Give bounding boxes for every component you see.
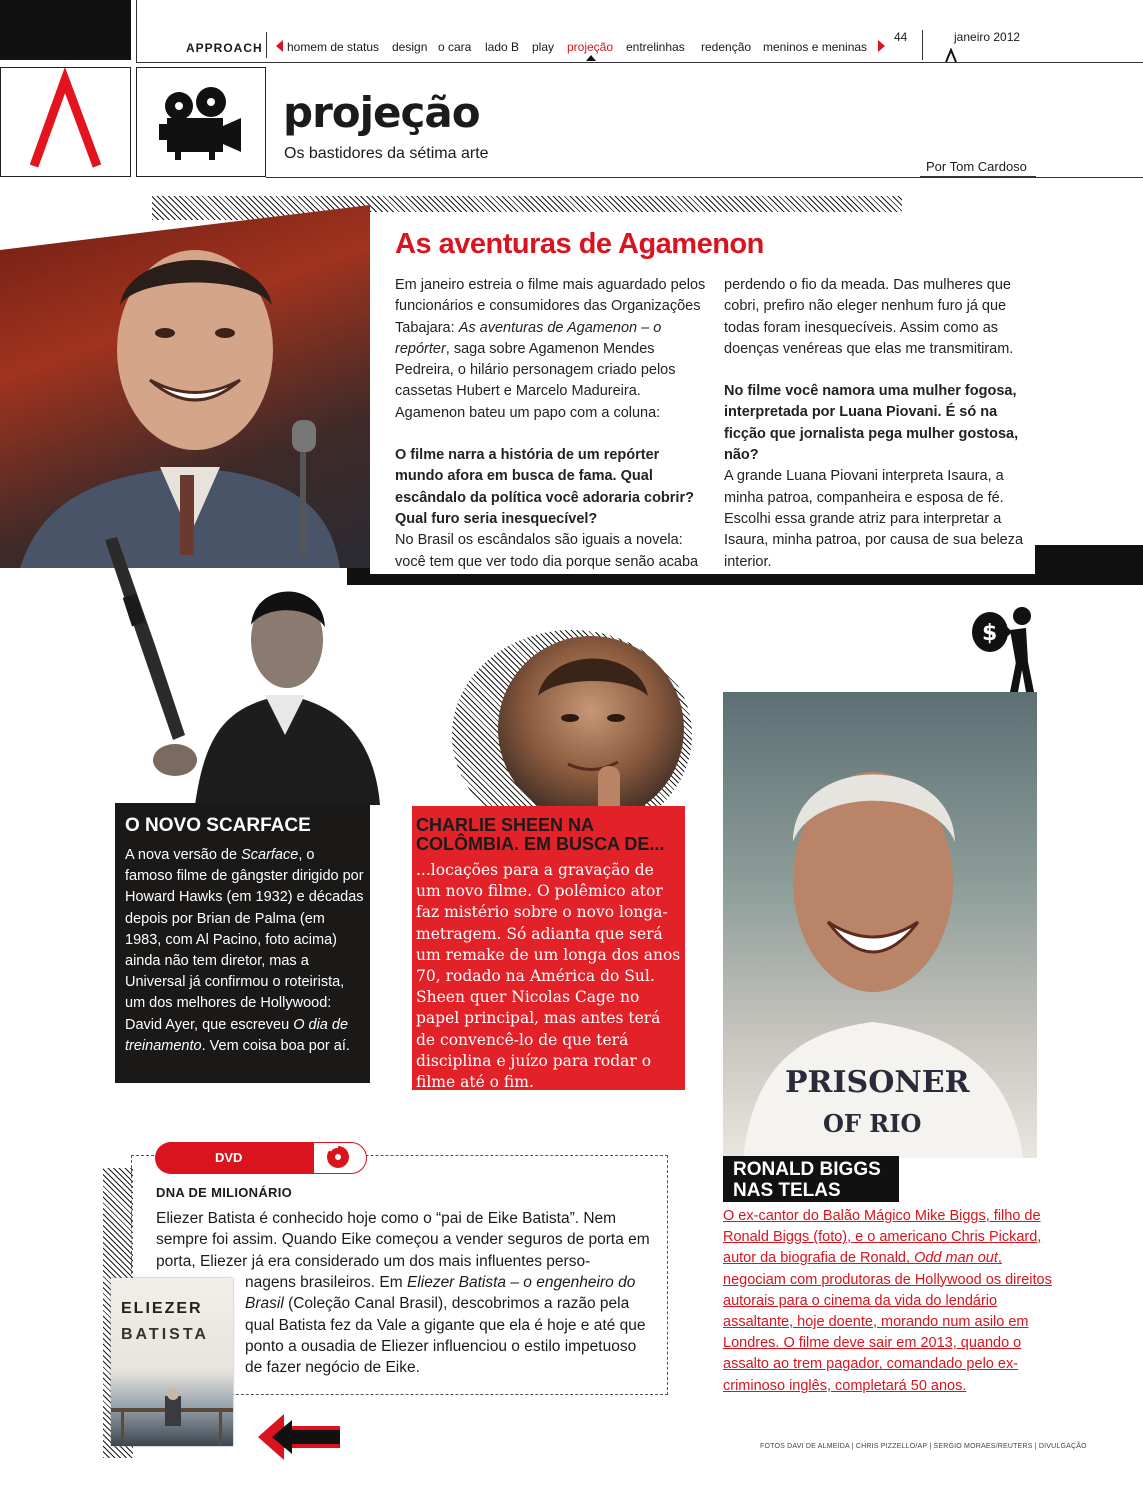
header-black-block xyxy=(0,0,131,60)
agamenon-title: As aventuras de Agamenon xyxy=(395,228,764,260)
section-rule xyxy=(266,177,1143,178)
charlie-sheen-photo xyxy=(498,636,684,822)
dvd-cover xyxy=(111,1278,233,1446)
svg-text:$: $ xyxy=(982,621,998,646)
nav-item-o-cara[interactable]: o cara xyxy=(438,40,472,54)
agamenon-figure-icon xyxy=(0,205,370,568)
thief-money-bag-icon xyxy=(970,604,1040,696)
agamenon-intro: Em janeiro estreia o filme mais aguardado pelos funcionários e consumidores das Organizações Tabajara: As aventuras de Agamenon – o repórter, saga sobre Agamenon Mendes Pedreira, o hilário personagem criado pelos cassetas Hubert e Marcelo Madureira. Agamenon bateu um papo com a coluna: xyxy=(395,277,706,421)
agamenon-question-1: O filme narra a história de um repórter mundo afora em busca de fama. Qual escândalo da política você adoraria cobrir? Qual furo seria inesquecível? xyxy=(395,447,694,527)
ronald-biggs-text: O ex-cantor do Balão Mágico Mike Biggs, filho de Ronald Biggs (foto), e o americano Chris Pickard, autor da biografia de Ronald, Odd man out, negociam com produtoras de Hollywood os direitos autorais para o cinema da vida do lendário assaltante, hoje doente, morando num asilo em Londres. O filme deve sair em 2013, quando o assalto ao trem pagador, comandado pelo ex-criminoso inglês, completará 50 anos. xyxy=(723,1208,1052,1394)
nav-active-pointer-icon xyxy=(586,55,596,61)
issue-date: janeiro 2012 xyxy=(954,30,1021,44)
film-projector-icon xyxy=(137,68,265,176)
nav-next-icon[interactable] xyxy=(878,40,885,52)
charlie-sheen-title: CHARLIE SHEEN NA COLÔMBIA. EM BUSCA DE... xyxy=(416,815,665,854)
dvd-cover-title-line-1: ELIEZER xyxy=(121,1300,203,1317)
ronald-biggs-figure-icon xyxy=(723,692,1037,1158)
agamenon-column-2 xyxy=(724,275,1039,573)
nav-separator xyxy=(266,32,267,58)
ronald-biggs-title: RONALD BIGGS NAS TELAS xyxy=(733,1159,881,1201)
nav-item-homem-de-status[interactable]: homem de status xyxy=(287,40,380,54)
date-separator xyxy=(922,30,923,60)
agamenon-question-2: No filme você namora uma mulher fogosa, interpretada por Luana Piovani. É só na ficção que jornalista pega mulher gostosa, não? xyxy=(724,383,1019,464)
ronald-biggs-photo xyxy=(723,692,1037,1158)
dvd-subtitle: DNA DE MILIONÁRIO xyxy=(156,1185,293,1200)
dvd-text-part-1: Eliezer Batista é conhecido hoje como o “pai de Eike Batista”. Nem sempre foi assim. Quando Eike começou a vender seguros de porta em porta, Eliezer já era considerado um dos mais influentes perso- xyxy=(156,1210,650,1270)
nav-item-play[interactable]: play xyxy=(532,40,555,54)
scarface-photo xyxy=(95,535,380,805)
agamenon-photo xyxy=(0,205,370,568)
page-number: 44 xyxy=(894,30,908,44)
nav-brand[interactable]: APPROACH xyxy=(186,41,263,55)
nav-prev-icon[interactable] xyxy=(276,40,283,52)
agamenon-column-1 xyxy=(395,275,710,573)
date-marker-icon xyxy=(944,48,958,62)
ronald-biggs-label xyxy=(723,1156,899,1202)
back-arrow-icon[interactable] xyxy=(258,1414,340,1460)
section-subtitle: Os bastidores da sétima arte xyxy=(284,145,489,162)
nav-item-meninos-e-meninas[interactable]: meninos e meninas xyxy=(763,40,868,54)
agamenon-answer-1-continued: perdendo o fio da meada. Das mulheres que cobri, prefiro não eleger nenhum furo já que todas foram inesquecíveis. Assim como as doenças venéreas que elas me transmitiram. xyxy=(724,277,1014,357)
header-rule xyxy=(136,62,1143,63)
agamenon-answer-1: No Brasil os escândalos são iguais a novela: você tem que ver todo dia porque senão acaba xyxy=(395,532,699,570)
section-nav xyxy=(136,0,1143,60)
photo-credits: FOTOS DAVI DE ALMEIDA | CHRIS PIZZELLO/AP | SERGIO MORAES/REUTERS | DIVULGAÇÃO xyxy=(760,1443,1087,1450)
al-pacino-figure-icon xyxy=(95,535,380,805)
shirt-prisoner-text: PRISONER xyxy=(785,1065,970,1100)
agamenon-answer-2: A grande Luana Piovani interpreta Isaura, a minha patroa, companheira e esposa de fé. Escolhi essa grande atriz para interpretar a Isaura, minha patroa, por causa de sua beleza interior. xyxy=(724,468,1024,570)
scarface-text: A nova versão de Scarface, o famoso filme de gângster dirigido por Howard Hawks (em 1932) e décadas depois por Brian de Palma (em 1983, com Al Pacino, foto acima) ainda não tem diretor, mas a Universal já confirmou o roteirista, um dos melhores de Hollywood: David Ayer, que escreveu O dia de treinamento. Vem coisa boa por aí. xyxy=(125,847,364,1054)
section-icon-box xyxy=(136,67,266,177)
dvd-text-part-2: nagens brasileiros. Em Eliezer Batista – o engenheiro do Brasil (Coleção Canal Brasil), descobrimos a razão pela qual Batista fez da Vale a gigante que ela é hoje e até que ponto a ousadia de Eliezer influenciou o estilo impetuoso de fazer negócio de Eike. xyxy=(245,1274,646,1377)
byline: Por Tom Cardoso xyxy=(926,159,1027,174)
dvd-cover-title-line-2: BATISTA xyxy=(121,1326,209,1343)
shirt-of-rio-text: OF RIO xyxy=(823,1109,922,1138)
section-title: projeção xyxy=(283,88,480,137)
dvd-tab-label: DVD xyxy=(215,1150,243,1165)
charlie-sheen-box xyxy=(412,806,685,1090)
nav-item-projecao[interactable]: projeção xyxy=(567,40,614,54)
disc-icon xyxy=(314,1143,364,1171)
nav-item-entrelinhas[interactable]: entrelinhas xyxy=(626,40,685,54)
approach-logo-icon xyxy=(1,68,130,176)
scarface-box xyxy=(115,803,370,1083)
dvd-cover-figure-icon xyxy=(111,1388,233,1446)
dvd-tab xyxy=(155,1142,313,1174)
magazine-logo xyxy=(0,67,131,177)
nav-item-lado-b[interactable]: lado B xyxy=(485,40,520,54)
nav-item-redencao[interactable]: redenção xyxy=(701,40,752,54)
charlie-sheen-text: ...locações para a gravação de um novo filme. O polêmico ator faz mistério sobre o novo longa-metragem. Só adianta que será um remake de um longa dos anos 70, rodado na América do Sul. Sheen quer Nicolas Cage no papel principal, mas antes terá de convencê-lo de que terá disciplina e juízo para rodar o filme até o fim. xyxy=(416,861,681,1092)
charlie-sheen-face-icon xyxy=(498,636,684,822)
nav-item-design[interactable]: design xyxy=(392,40,428,54)
dvd-tab-cap xyxy=(313,1142,367,1174)
scarface-title: O NOVO SCARFACE xyxy=(125,815,311,836)
